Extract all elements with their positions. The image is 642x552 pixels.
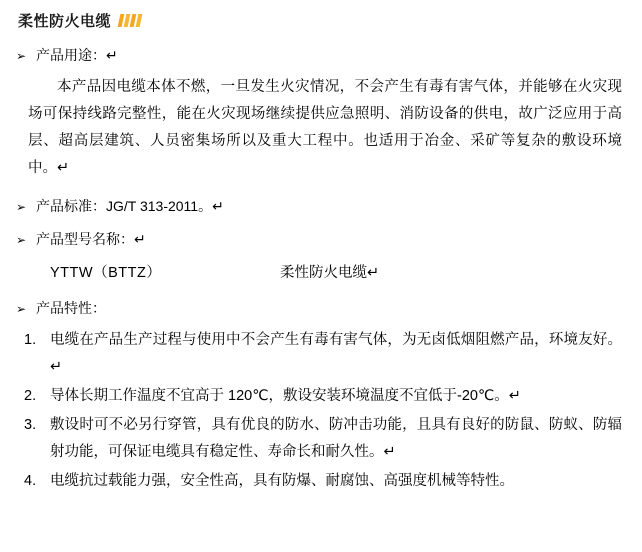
flame-stripes-icon [118,14,143,27]
model-row [50,260,628,286]
arrow-bullet-icon: ➢ [16,302,27,316]
section-heading-standard [16,192,628,221]
arrow-bullet-icon: ➢ [16,200,27,214]
model-code: YTTW（BTTZ） [50,265,162,281]
list-item [24,383,622,410]
list-item [24,327,622,381]
list-item [24,412,622,466]
list-item-number: 3. [24,417,37,433]
list-item [24,468,622,495]
usage-paragraph: 本产品因电缆本体不燃，一旦发生火灾情况，不会产生有毒有害气体，并能够在火灾现场可保持线路完整性，能在火灾现场继续提供应急照明、消防设备的供电，故广泛应用于高层、超高层建筑、人员密集场所以及重大工程中。也适用于冶金、采矿等复杂的敷设环境中。↵ [28,79,622,176]
section-heading-label: 产品用途：↵ [36,47,118,63]
section-heading-features [16,294,628,323]
arrow-bullet-icon: ➢ [16,233,27,247]
list-item-text: 导体长期工作温度不宜高于 120℃，敷设安装环境温度不宜低于-20℃。↵ [50,388,521,404]
section-heading-model [16,225,628,254]
section-heading-label: 产品型号名称：↵ [36,231,146,247]
section-heading-label: 产品特性： [36,300,106,316]
list-item-text: 电缆抗过载能力强，安全性高，具有防爆、耐腐蚀、高强度机械等特性。 [50,473,514,489]
arrow-bullet-icon: ➢ [16,49,27,63]
list-item-number: 1. [24,332,37,348]
list-item-text: 电缆在产品生产过程与使用中不会产生有毒有害气体，为无卤低烟阻燃产品，环境友好。↵ [50,332,622,375]
list-item-text: 敷设时可不必另行穿管，具有优良的防水、防冲击功能，且具有良好的防鼠、防蚁、防辐射功能，可保证电缆具有稳定性、寿命长和耐久性。↵ [50,417,622,460]
section-heading-label: 产品标准：JG/T 313-2011。↵ [36,198,224,214]
page-title: 柔性防火电缆 [18,13,112,30]
section-heading-usage [16,41,628,70]
model-name: 柔性防火电缆↵ [280,265,380,281]
list-item-number: 2. [24,388,37,404]
list-item-number: 4. [24,473,37,489]
document-title-row [18,10,628,31]
